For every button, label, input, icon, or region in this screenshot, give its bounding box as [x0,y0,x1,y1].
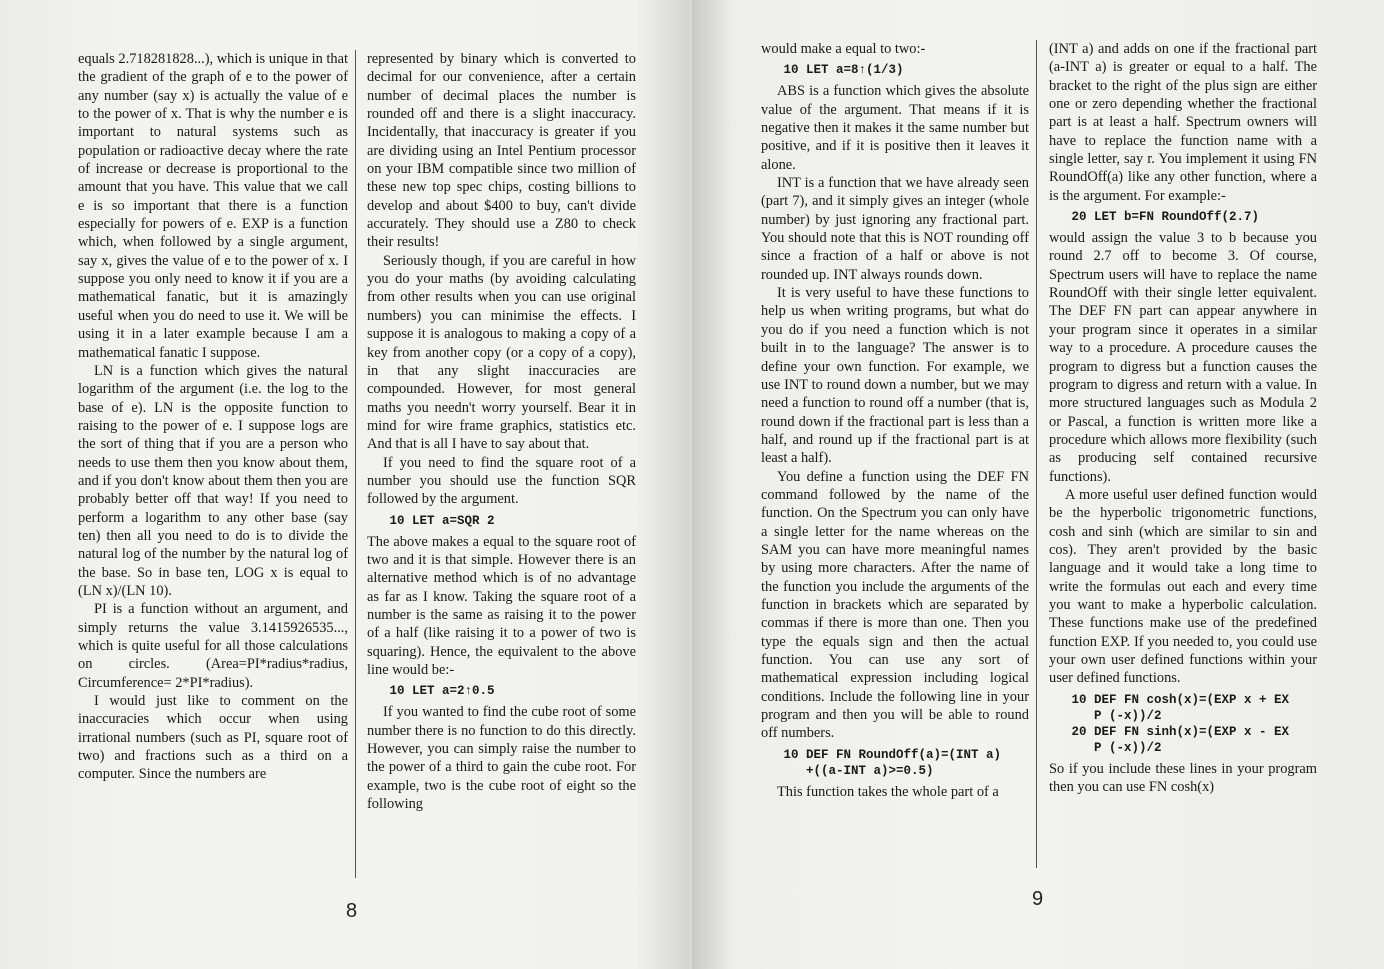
code-listing: 10 LET a=2↑0.5 [367,684,495,699]
paragraph: A more useful user defined function would be the hyperbolic trigonometric functions, cosh and sinh (which are similar to sin and cos). They aren't provided by the basic language and it would take a long time to write the formulas out each and every time you want to make a hyperbolic calculation. These functions make use of the predefined function EXP. If you needed to, you could use your own user defined functions within your user defined functions. [1049,486,1317,687]
paragraph: PI is a function without an argument, and simply returns the value 3.1415926535..., which is quite useful for all those calculations on circles. (Area=PI*radius*radius, Circumference= 2*PI*radius). [78,601,348,691]
right-page-column-1 [761,40,1029,801]
paragraph: would assign the value 3 to b because you round 2.7 off to become 3. Of course, Spectrum users will have to replace the name RoundOff with their single letter equivalent. The DEF FN part can appear anywhere in your program since it operates in a similar way to a procedure. A procedure causes the program to digress but a function causes the program to digress and return with a value. In more structured languages such as Modula 2 or Pascal, a function is written more like a procedure which allows more flexibility (such as producing self contained recursive functions). [1049,230,1317,485]
paragraph: Seriously though, if you are careful in how you do your maths (by avoiding calculating from other results when you can use original numbers) you can minimise the effects. I suppose it is analogous to making a copy of a key from another copy (or a copy of a copy), in that any slight inaccuracies are compounded. However, for most general maths you needn't worry yourself. Bear it in mind for wire frame graphics, statistics etc. And that is all I have to say about that. [367,252,636,453]
paragraph: It is very useful to have these functions to help us when writing programs, but what do you do if you need a function which is not built in to the language? The answer is to define your own function. For example, we use INT to round down a number, but we may need a function to round off a number (that is, round down if the fractional part is less than a half, and round up if the fractional part is at least a half). [761,285,1029,467]
right-page-column-2 [1049,40,1317,796]
code-listing: 10 DEF FN cosh(x)=(EXP x + EX P (-x))/2 20 DEF FN sinh(x)=(EXP x - EX P (-x))/2 [1071,692,1290,755]
page-number: 9 [1032,888,1044,910]
paragraph: I would just like to comment on the inaccuracies which occur when using irrational numbers (such as PI, square root of two) and fractions such as a third on a computer. Since the numbers are [78,693,348,783]
column-divider [1036,40,1037,868]
paragraph: So if you include these lines in your program then you can use FN cosh(x) [1049,760,1317,796]
left-page [0,0,690,969]
paragraph: would make a equal to two:- [761,41,926,57]
paragraph: LN is a function which gives the natural logarithm of the argument (i.e. the log to the base of e). LN is the opposite function to raising to the power of e. I suppose logs are the sort of thing that if you are a person who needs to use them then you know about them, and if you don't know about them then you are probably better off that way! If you need to perform a logarithm to any other base (say ten) then all you need to do is to divide the natural log of the number by the natural log of the base. So in base ten, LOG x is equal to (LN x)/(LN 10). [78,362,348,599]
paragraph: equals 2.718281828...), which is unique in that the gradient of the graph of e to the power of any number (say x) is actually the value of e to the power of x. That is why the number e is important to natural systems such as population or radioactive decay where the rate of increase or decrease is proportional to the amount that you have. This value that we call e is so important that there is a function especially for powers of e. EXP is a function which, when followed by a single argument, say x, gives the value of e to the power of x. I suppose you only need to know it if you are a mathematical fanatic, but it is amazingly useful when you do need to use it. We will be using it in a later example because I am a mathematical fanatic I suppose. [78,51,348,361]
paragraph: represented by binary which is converted to decimal for our convenience, after a certain number of decimal places the number is rounded off and there is a slight inaccuracy. Incidentally, that inaccuracy is greater if you are dividing using an Intel Pentium processor on your IBM compatible since two million of these new top spec chips, costing billions to develop and about $400 to buy, can't divide accurately. They should use a Z80 to check their results! [367,51,636,251]
paragraph: If you need to find the square root of a number you should use the function SQR followed by the argument. [367,454,636,508]
page-number: 8 [346,900,358,922]
paragraph: You define a function using the DEF FN command followed by the name of the function. On the Spectrum you can only have a single letter for the name whereas on the SAM you can have more meaningful names by using more characters. After the name of the function you include the arguments of the function in brackets which are separated by commas if there is more than one. Then you type the equals sign and then the actual function. You can use any sort of mathematical expression including logical conditions. Include the following line in your program and then you will be able to round off numbers. [761,468,1029,742]
left-page-column-2 [367,50,636,813]
paragraph: This function takes the whole part of a [777,783,999,800]
code-listing: 10 DEF FN RoundOff(a)=(INT a) +((a-INT a)>=0.5) [783,747,1002,778]
column-divider [355,50,356,878]
paragraph: (INT a) and adds on one if the fractional part (a-INT a) is greater or equal to a half. The bracket to the right of the plus sign are either one or zero depending whether the fractional part is at least a half. Spectrum owners will have to replace the function name with a single letter, say r. You implement it using FN RoundOff(a) like any other function, where a is the argument. For example:- [1049,41,1317,204]
code-listing: 20 LET b=FN RoundOff(2.7) [1049,210,1260,225]
code-listing: 10 LET a=8↑(1/3) [761,63,904,78]
paragraph: ABS is a function which gives the absolute value of the argument. That means if it is negative then it makes it the same number but positive, and if it is positive then it leaves it alone. [761,83,1029,173]
paragraph: If you wanted to find the cube root of some number there is no function to do this directly. However, you can simply raise the number to the power of a third to gain the cube root. For example, two is the cube root of eight so the following [367,704,636,813]
code-listing: 10 LET a=SQR 2 [367,513,495,528]
paragraph: INT is a function that we have already seen (part 7), and it simply gives an integer (whole number) by just ignoring any fractional part. You should note that this is NOT rounding off since a fraction of a half or above is not rounded up. INT always rounds down. [761,175,1029,283]
paragraph: The above makes a equal to the square root of two and it is that simple. However there is an alternative method which is of no advantage as far as I know. Taking the square root of a number is the same as raising it to the power of a half (like raising it to a power of two is squaring). Hence, the equivalent to the above line would be:- [367,533,636,678]
right-page [692,0,1384,969]
left-page-column-1 [78,50,348,784]
